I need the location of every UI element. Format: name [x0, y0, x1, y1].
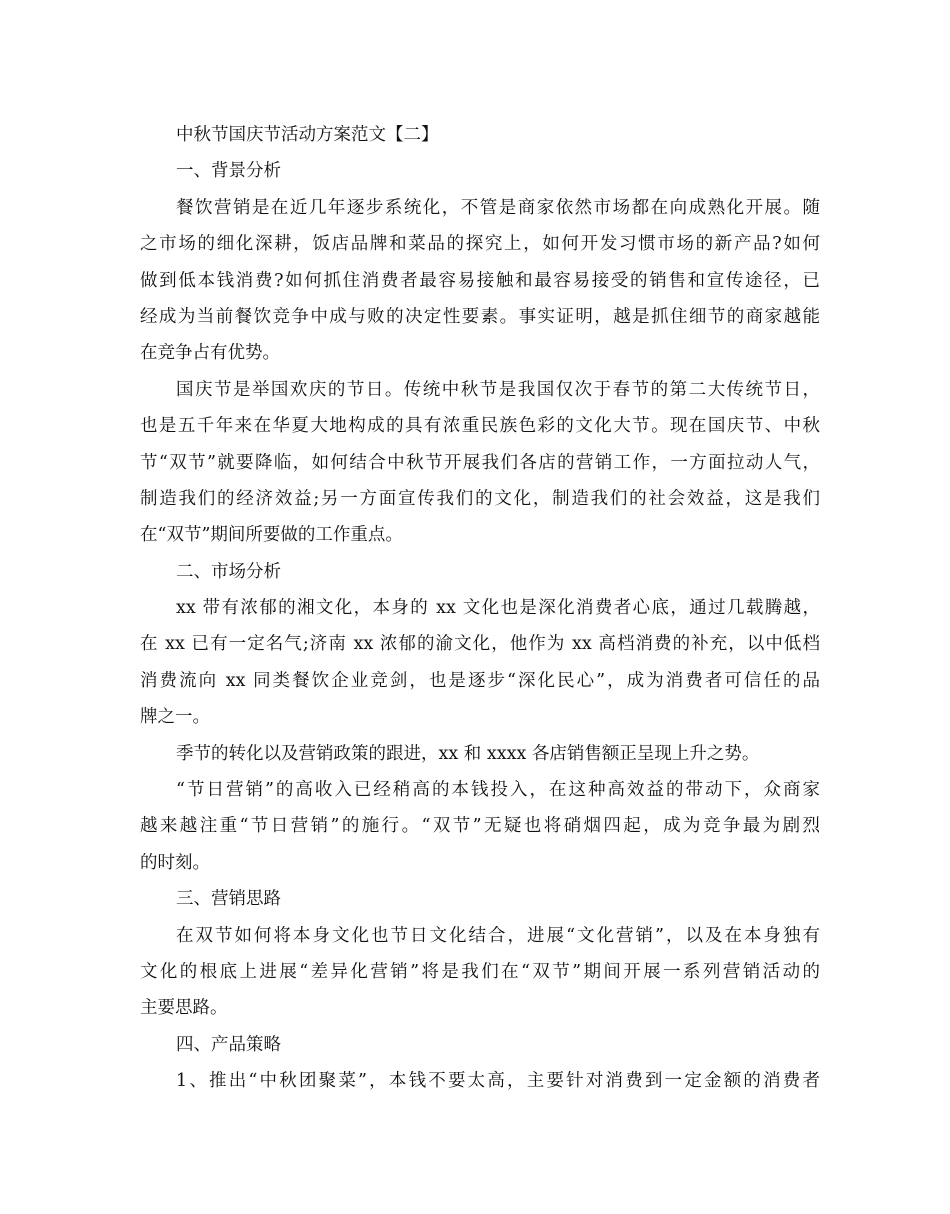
- section-heading-product: 四、产品策略: [176, 1034, 281, 1055]
- paragraph: [140, 918, 820, 1027]
- section-heading-strategy: 三、营销思路: [176, 889, 281, 910]
- text-line: 的时刻。: [140, 852, 210, 873]
- text-line: 也是五千年来在华夏大地构成的具有浓重民族色彩的文化大节。现在国庆节、中秋: [140, 416, 820, 437]
- text-line: 文化的根底上进展“差异化营销”将是我们在“双节”期间开展一系列营销活动的: [140, 961, 820, 982]
- paragraph: [140, 190, 820, 372]
- paragraph: [140, 590, 820, 736]
- text-line: 在“双节”期间所要做的工作重点。: [140, 525, 403, 546]
- paragraph: [140, 372, 820, 554]
- text-line: xx 带有浓郁的湘文化，本身的 xx 文化也是深化消费者心底，通过几载腾越，: [176, 598, 820, 619]
- text-line: 做到低本钱消费?如何抓住消费者最容易接触和最容易接受的销售和宣传途径，已: [140, 270, 820, 291]
- text-line: 主要思路。: [140, 998, 228, 1019]
- paragraph: [140, 736, 820, 772]
- paragraph: [140, 1063, 820, 1099]
- text-line: 节“双节”就要降临，如何结合中秋节开展我们各店的营销工作，一方面拉动人气，: [140, 452, 820, 473]
- text-line: 餐饮营销是在近几年逐步系统化，不管是商家依然市场都在向成熟化开展。随: [176, 197, 820, 218]
- section-heading-background: 一、背景分析: [176, 161, 281, 182]
- paragraph: [140, 772, 820, 881]
- text-line: 制造我们的经济效益;另一方面宣传我们的文化，制造我们的社会效益，这是我们: [140, 488, 820, 509]
- text-line: 经成为当前餐饮竞争中成与败的决定性要素。事实证明，越是抓住细节的商家越能: [140, 306, 820, 327]
- text-line: 之市场的细化深耕，饭店品牌和菜品的探究上，如何开发习惯市场的新产品?如何: [140, 234, 820, 255]
- text-line: 国庆节是举国欢庆的节日。传统中秋节是我国仅次于春节的第二大传统节日，: [176, 379, 820, 400]
- text-line: 1、推出“中秋团聚菜”，本钱不要太高，主要针对消费到一定金额的消费者: [176, 1071, 820, 1092]
- text-line: 牌之一。: [140, 707, 210, 728]
- text-line: 消费流向 xx 同类餐饮企业竞剑，也是逐步“深化民心”，成为消费者可信任的品: [140, 670, 820, 691]
- text-line: 越来越注重“节日营销”的施行。“双节”无疑也将硝烟四起，成为竞争最为剧烈: [140, 816, 820, 837]
- text-line: “节日营销”的高收入已经稍高的本钱投入，在这种高效益的带动下，众商家: [176, 780, 820, 801]
- document-title: 中秋节国庆节活动方案范文【二】: [176, 125, 439, 145]
- text-line: 在竞争占有优势。: [140, 343, 280, 364]
- document-page: [140, 117, 820, 1100]
- section-heading-market: 二、市场分析: [176, 561, 281, 582]
- text-line: 季节的转化以及营销政策的跟进，xx 和 xxxx 各店销售额正呈现上升之势。: [176, 743, 760, 764]
- text-line: 在 xx 已有一定名气;济南 xx 浓郁的渝文化，他作为 xx 高档消费的补充，以中低档: [140, 634, 820, 655]
- text-line: 在双节如何将本身文化也节日文化结合，进展“文化营销”，以及在本身独有: [176, 925, 820, 946]
